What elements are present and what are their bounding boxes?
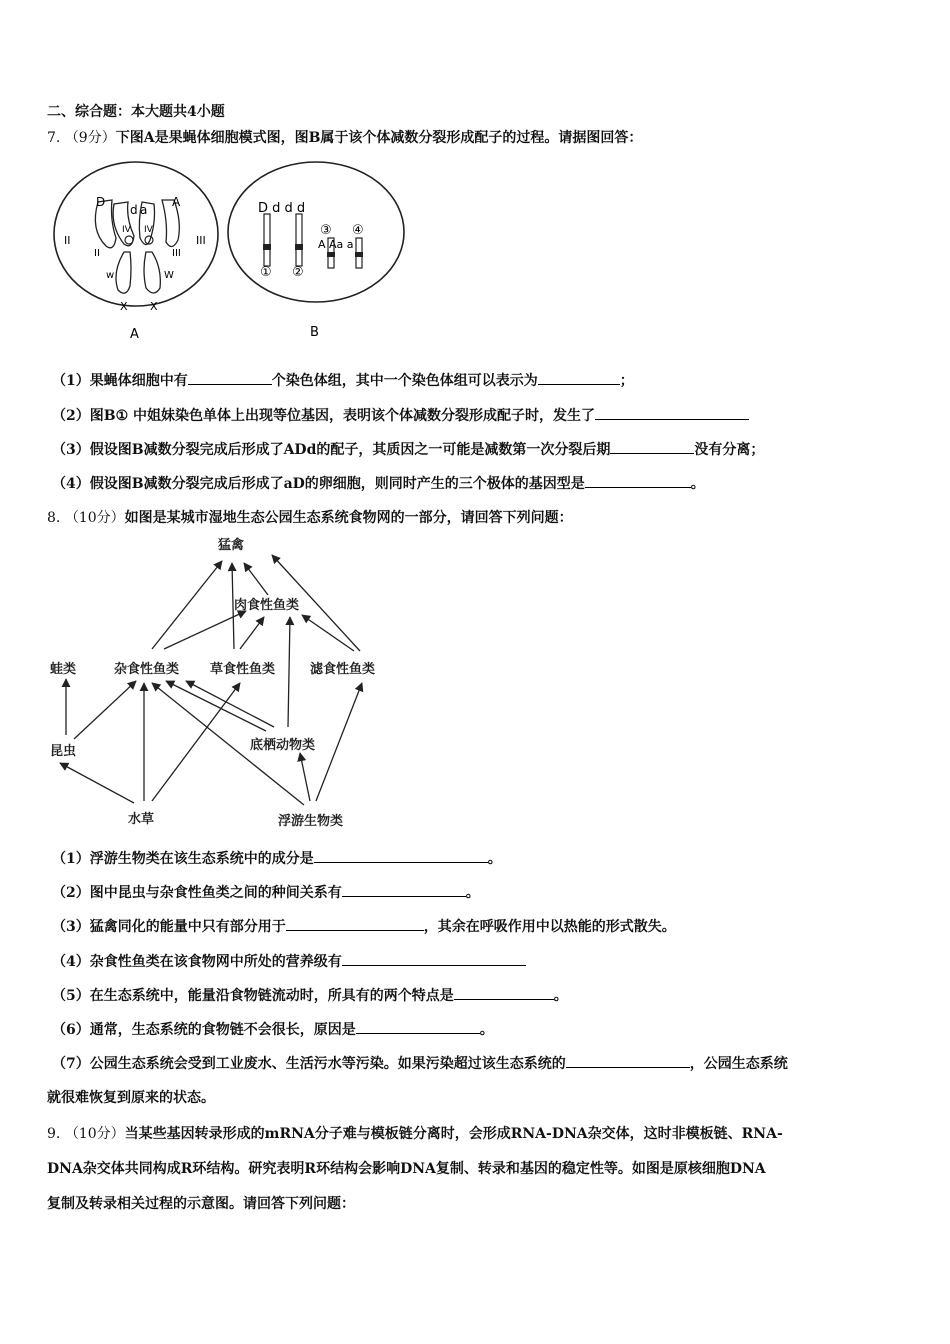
num-2: ②: [292, 265, 304, 280]
q7-figure: [50, 160, 430, 345]
q7-sub3-text-a: （3）假设图B减数分裂完成后形成了ADd的配子，其质因之一可能是减数第一次分裂后期: [52, 442, 611, 458]
chromosome-3-centromere: [327, 252, 335, 257]
cell-b: [228, 162, 404, 302]
q7-sub4-text-b: 。: [690, 476, 705, 492]
q8-sub3: [52, 916, 676, 937]
gene-A-label: A: [172, 195, 181, 209]
figure-a-label: A: [130, 327, 139, 342]
chromosome-4-centromere: [355, 252, 363, 257]
num-3: ③: [320, 223, 332, 238]
q8-s3-text-b: ，其余在呼吸作用中以热能的形式散失。: [423, 919, 676, 935]
q8-blank-6[interactable]: [356, 1019, 480, 1034]
q8-s5-text-b: 。: [553, 988, 568, 1004]
chromosome-1: [264, 214, 270, 266]
q8-blank-4[interactable]: [342, 951, 526, 966]
q8-score: （10分）: [64, 510, 125, 526]
q7-sub3-text-b: 没有分离；: [694, 442, 765, 458]
gene-a-label: a: [140, 203, 148, 217]
q8-s5-text-a: （5）在生态系统中，能量沿食物链流动时，所具有的两个特点是: [52, 988, 454, 1004]
q7-sub1-text-b: 个染色体组，其中一个染色体组可以表示为: [271, 373, 538, 389]
q8-sub1: [52, 848, 502, 869]
x-label-left: X: [120, 300, 128, 313]
q8-s7-text-a: （7）公园生态系统会受到工业废水、生活污水等污染。如果污染超过该生态系统的: [52, 1056, 566, 1072]
q8-s2-text-a: （2）图中昆虫与杂食性鱼类之间的种间关系有: [52, 885, 342, 901]
q7-blank-1[interactable]: [188, 370, 272, 385]
q8-s1-text-b: 。: [487, 851, 502, 867]
q8-text: 如图是某城市湿地生态公园生态系统食物网的一部分，请回答下列问题：: [124, 510, 573, 526]
q7-blank-4[interactable]: [610, 439, 694, 454]
question-8-stem: [47, 508, 573, 528]
chrom-ii-label-left: II: [64, 234, 71, 247]
chromosome-2-centromere: [295, 244, 303, 250]
gene-w-label: w: [106, 270, 115, 281]
q9-score: （10分）: [64, 1126, 125, 1142]
q8-sub7-cont: 就很难恢复到原来的状态。: [47, 1090, 215, 1106]
question-9-line-2: DNA杂交体共同构成R环结构。研究表明R环结构会影响DNA复制、转录和基因的稳定性等。如图是原核细胞DNA: [47, 1161, 766, 1177]
arrow-carnivore-raptor: [244, 563, 268, 595]
gene-d-label: d: [130, 203, 138, 217]
q9-number: 9.: [47, 1126, 61, 1142]
q7-blank-3[interactable]: [595, 405, 749, 420]
q8-blank-7[interactable]: [566, 1053, 690, 1068]
node-carnivore: 肉食性鱼类: [234, 598, 300, 613]
q7-sub4: [52, 473, 705, 494]
x-chromosome-left: [116, 252, 131, 293]
q8-blank-1[interactable]: [314, 848, 488, 863]
num-4: ④: [352, 223, 364, 238]
q8-s6-text-a: （6）通常，生态系统的食物链不会很长，原因是: [52, 1022, 356, 1038]
arrow-insect-omnivore: [74, 681, 136, 739]
chrom-ii-label-inner: II: [94, 248, 100, 259]
q8-s6-text-b: 。: [479, 1022, 494, 1038]
q7-sub3: [52, 439, 764, 460]
node-omnivore: 杂食性鱼类: [114, 662, 180, 677]
x-label-right: X: [150, 300, 158, 313]
q7-blank-2[interactable]: [538, 370, 620, 385]
node-benthic: 底栖动物类: [250, 738, 316, 753]
q7-sub1: [52, 370, 634, 391]
num-1: ①: [260, 265, 272, 280]
q8-s2-text-b: 。: [465, 885, 480, 901]
q7-sub2: [52, 405, 749, 426]
figure-b-label: B: [310, 325, 319, 340]
arrow-plankton-filter: [316, 683, 362, 801]
question-7-stem: [47, 128, 642, 148]
q8-s1-text-a: （1）浮游生物类在该生态系统中的成分是: [52, 851, 314, 867]
arrow-benthic-carnivore: [288, 617, 290, 727]
arrow-plant-insect: [60, 763, 134, 803]
node-filter: 滤食性鱼类: [310, 662, 376, 677]
arrow-herbivore-carnivore: [240, 617, 264, 649]
q8-sub2: [52, 882, 480, 903]
chromosome-1-centromere: [263, 244, 271, 250]
food-web-diagram: [40, 535, 410, 835]
chromosome-iv-left: [125, 236, 133, 244]
x-chromosome-right: [144, 252, 160, 293]
gene-D-label: D: [96, 195, 106, 209]
b-top-genes: D d d d: [258, 201, 306, 216]
chrom-iv-label-left: IV: [122, 225, 131, 235]
node-raptor: 猛禽: [218, 538, 245, 553]
chrom-iv-label-right: IV: [144, 225, 153, 235]
q9-text-1: 当某些基因转录形成的mRNA分子难与模板链分离时，会形成RNA-DNA杂交体，这时非模板链、RNA-: [124, 1126, 783, 1142]
chrom-iii-label-right: III: [196, 234, 206, 247]
b-mid-genes: A Aa a: [318, 238, 354, 251]
chrom-iii-label-inner: III: [172, 248, 181, 259]
node-insect: 昆虫: [50, 744, 77, 759]
arrow-plant-herbivore: [152, 683, 240, 801]
q8-s3-text-a: （3）猛禽同化的能量中只有部分用于: [52, 919, 286, 935]
arrow-omnivore-raptor: [152, 561, 222, 649]
node-plant: 水草: [128, 812, 155, 827]
q7-number: 7.: [47, 130, 61, 146]
question-9-line-3: 复制及转录相关过程的示意图。请回答下列问题：: [47, 1196, 355, 1212]
q8-sub5: [52, 985, 568, 1006]
gene-W-label: W: [164, 270, 174, 281]
q8-blank-5[interactable]: [454, 985, 554, 1000]
q7-sub4-text-a: （4）假设图B减数分裂完成后形成了aD的卵细胞，则同时产生的三个极体的基因型是: [52, 476, 585, 492]
q7-sub1-text-a: （1）果蝇体细胞中有: [52, 373, 188, 389]
q7-text: 下图A是果蝇体细胞模式图，图B属于该个体减数分裂形成配子的过程。请据图回答：: [115, 130, 643, 146]
q7-blank-5[interactable]: [585, 473, 691, 488]
q8-s4-text-a: （4）杂食性鱼类在该食物网中所处的营养级有: [52, 954, 342, 970]
q7-sub2-text: （2）图B① 中姐妹染色单体上出现等位基因，表明该个体减数分裂形成配子时，发生了: [52, 408, 595, 424]
node-herbivore: 草食性鱼类: [210, 662, 276, 677]
question-9-line-1: [47, 1124, 783, 1144]
arrow-filter-carnivore: [302, 615, 354, 651]
q8-number: 8.: [47, 510, 61, 526]
chromosome-2: [296, 214, 302, 266]
q8-sub4: [52, 951, 526, 972]
q8-sub6: [52, 1019, 494, 1040]
q7-sub1-text-c: ；: [619, 373, 634, 389]
node-frog: 蛙类: [50, 662, 77, 677]
q8-blank-2[interactable]: [342, 882, 466, 897]
q7-score: （9分）: [64, 130, 116, 146]
q8-blank-3[interactable]: [286, 916, 424, 931]
q8-s7-text-b: ，公园生态系统: [689, 1056, 788, 1072]
arrow-plankton-benthic: [300, 753, 310, 801]
section-title: 二、综合题：本大题共4小题: [47, 104, 225, 120]
cell-a: [54, 162, 218, 306]
node-plankton: 浮游生物类: [278, 814, 344, 829]
q8-sub7: [52, 1053, 788, 1074]
